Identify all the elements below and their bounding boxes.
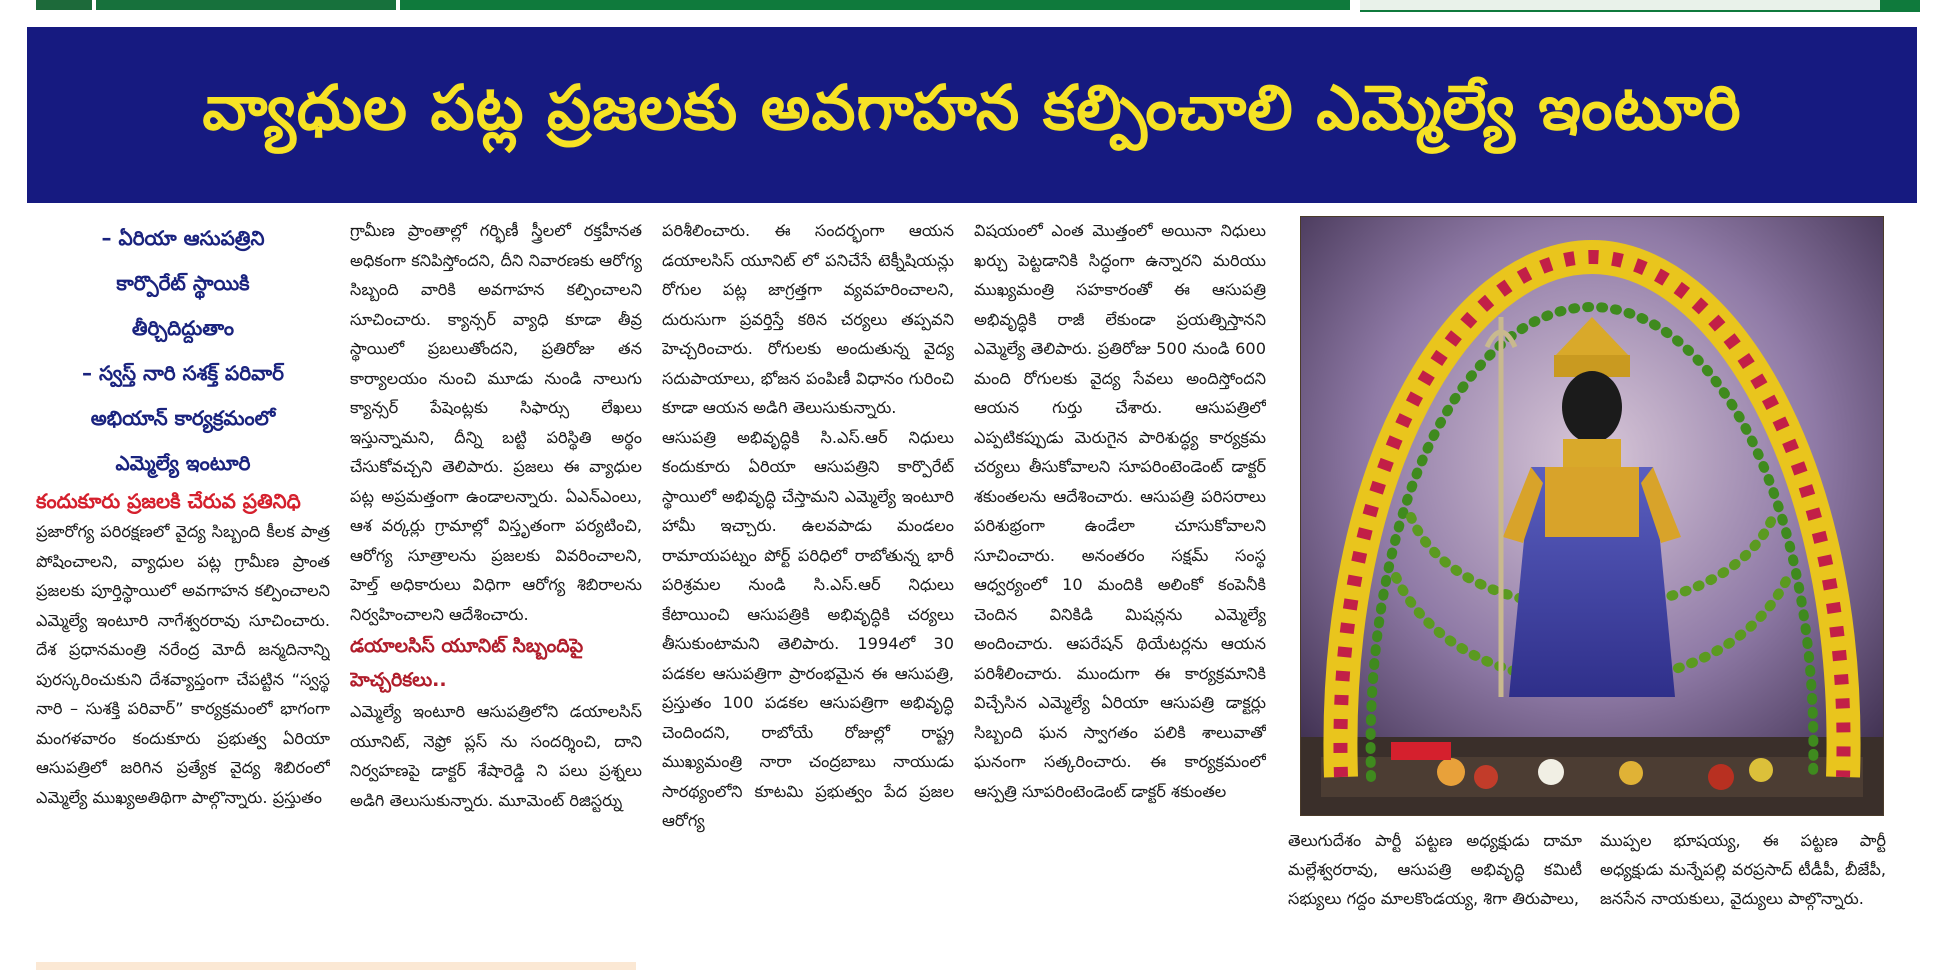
article-paragraph: పరిశీలించారు. ఈ సందర్భంగా ఆయన డయాలసిస్ యూనిట్ లో పనిచేసే టెక్నీషియన్లు రోగుల పట్ల జాగ్రత్తగా వ్యవహరించాలని, దురుసుగా ప్రవర్తిస్తే కఠిన చర్యలు తప్పవని హెచ్చరించారు. రోగులకు అందుతున్న వైద్య సదుపాయాలు, భోజన పంపిణీ విధానం గురించి కూడా ఆయన అడిగి తెలుసుకున్నారు.	[662, 221, 954, 417]
subheading: డయాలసిస్ యూనిట్ సిబ్బందిపై హెచ్చరికలు..	[350, 635, 584, 691]
article-column-2	[350, 216, 642, 956]
article-column-1	[36, 216, 330, 956]
article-paragraph: ఎమ్మెల్యే ఇంటూరి ఆసుపత్రిలోని డయాలసిస్ యూనిట్, నెఫ్రో ప్లస్ ను సందర్శించి, దాని నిర్వహణపై డాక్టర్ శేషారెడ్డి ని పలు ప్రశ్నలు అడిగి తెలుసుకున్నారు. మూమెంట్ రిజిస్టర్ను	[350, 702, 642, 810]
kicker-line: – ఏరియా ఆసుపత్రిని	[101, 226, 265, 250]
article-paragraph: ఆసుపత్రి అభివృద్ధికి సి.ఎస్.ఆర్ నిధులు కందుకూరు ఏరియా ఆసుపత్రిని కార్పొరేట్ స్థాయిలో అభివృద్ధి చేస్తామని ఎమ్మెల్యే ఇంటూరి హామీ ఇచ్చారు. ఉలవపాడు మండలం రామాయపట్నం పోర్ట్ పరిధిలో రాబోతున్న భారీ పరిశ్రమల నుండి సి.ఎస్.ఆర్ నిధులు కేటాయించి ఆసుపత్రికి అభివృద్ధికి చర్యలు తీసుకుంటామని తెలిపారు. 1994లో 30 పడకల ఆసుపత్రిగా ప్రారంభమైన ఈ ఆసుపత్రి, ప్రస్తుతం 100 పడకల ఆసుపత్రిగా అభివృద్ధి చెందిందని, రాబోయే రోజుల్లో రాష్ట్ర ముఖ్యమంత్రి నారా చంద్రబాబు నాయుడు సారథ్యంలోని కూటమి ప్రభుత్వం పేద ప్రజల ఆరోగ్య	[662, 427, 954, 830]
kicker-line: – స్వస్త్ నారి సశక్త్ పరివార్	[82, 361, 284, 385]
kicker-line: తీర్చిదిద్దుతాం	[131, 316, 235, 340]
photo-caption-part-2: ముప్పల భూషయ్య, ఈ పట్టణ పార్టీ అధ్యక్షుడు మన్నేపల్లి వరప్రసాద్ టీడీపీ, బీజేపీ, జనసేన నాయకులు, వైద్యులు పాల్గొన్నారు.	[1600, 831, 1886, 908]
headline: వ్యాధుల పట్ల ప్రజలకు అవగాహన కల్పించాలి ఎమ్మెల్యే ఇంటూరి	[202, 71, 1742, 144]
top-bar-segment	[1880, 0, 1920, 10]
article-photo	[1300, 216, 1884, 816]
deity-photo-illustration	[1301, 217, 1883, 815]
top-bar-segment	[400, 0, 1350, 10]
article-paragraph: గ్రామీణ ప్రాంతాల్లో గర్భిణీ స్త్రీలలో రక్తహీనత అధికంగా కనిపిస్తోందని, దీని నివారణకు ఆరోగ్య సిబ్బంది వారికి అవగాహన కల్పించాలని సూచించారు. క్యాన్సర్ వ్యాధి కూడా తీవ్ర స్థాయిలో ప్రబలుతోందని, ప్రతిరోజు తన కార్యాలయం నుంచి మూడు నుండి నాలుగు క్యాన్సర్ పేషెంట్లకు సిఫార్సు లేఖలు ఇస్తున్నామని, దీన్ని బట్టి పరిస్థితి అర్థం చేసుకోవచ్చని తెలిపారు. ప్రజలు ఈ వ్యాధుల పట్ల అప్రమత్తంగా ఉండాలన్నారు. ఏఎన్ఎంలు, ఆశ వర్కర్లు గ్రామాల్లో విస్తృతంగా పర్యటించి, ఆరోగ్య సూత్రాలను ప్రజలకు వివరించాలని, హెల్త్ అధికారులు విధిగా ఆరోగ్య శిబిరాలను నిర్వహించాలని ఆదేశించారు.	[350, 221, 642, 624]
kicker-line: ఎమ్మెల్యే ఇంటూరి	[115, 451, 251, 475]
dateline: కందుకూరు ప్రజలకి చేరువ ప్రతినిధి	[36, 489, 301, 513]
top-bar-segment	[36, 0, 92, 10]
kicker-line: అభియాన్ కార్యక్రమంలో	[90, 406, 276, 430]
photo-caption-part-1: తెలుగుదేశం పార్టీ పట్టణ అధ్యక్షుడు దామా మల్లేశ్వరరావు, ఆసుపత్రి అభివృద్ధి కమిటీ సభ్యులు గద్దం మాలకొండయ్య, శిగా తిరుపాలు,	[1288, 831, 1582, 908]
article-paragraph: ప్రజారోగ్య పరిరక్షణలో వైద్య సిబ్బంది కీలక పాత్ర పోషించాలని, వ్యాధుల పట్ల గ్రామీణ ప్రాంత ప్రజలకు పూర్తిస్థాయిలో అవగాహన కల్పించాలని ఎమ్మెల్యే ఇంటూరి నాగేశ్వరరావు సూచించారు. దేశ ప్రధానమంత్రి నరేంద్ర మోదీ జన్మదినాన్ని పురస్కరించుకుని దేశవ్యాప్తంగా చేపట్టిన “స్వస్థ నారి – సుశక్తి పరివార్” కార్యక్రమంలో భాగంగా మంగళవారం కందుకూరు ప్రభుత్వ ఏరియా ఆసుపత్రిలో జరిగిన ప్రత్యేక వైద్య శిబిరంలో ఎమ్మెల్యే ముఖ్యఅతిథిగా పాల్గొన్నారు. ప్రస్తుతం	[36, 522, 330, 807]
kicker-line: కార్పొరేట్ స్థాయికి	[116, 271, 250, 295]
article-column-3	[662, 216, 954, 956]
top-color-bar	[0, 0, 1948, 12]
article-paragraph: విషయంలో ఎంత మొత్తంలో అయినా నిధులు ఖర్చు పెట్టడానికి సిద్ధంగా ఉన్నారని మరియు ముఖ్యమంత్రి సహకారంతో ఈ ఆసుపత్రి అభివృద్ధికి రాజీ లేకుండా ప్రయత్నిస్తానని ఎమ్మెల్యే తెలిపారు. ప్రతిరోజు 500 నుండి 600 మంది రోగులకు వైద్య సేవలు అందిస్తోందని ఆయన గుర్తు చేశారు. ఆసుపత్రిలో ఎప్పటికప్పుడు మెరుగైన పారిశుద్ధ్య కార్యక్రమ చర్యలు తీసుకోవాలని సూపరింటెండెంట్ డాక్టర్ శకుంతలను ఆదేశించారు. ఆసుపత్రి పరిసరాలు పరిశుభ్రంగా ఉండేలా చూసుకోవాలని సూచించారు. అనంతరం సక్షమ్ సంస్థ ఆధ్వర్యంలో 10 మందికి అలింకో కంపెనీకి చెందిన వినికిడి మిషన్లను ఎమ్మెల్యే అందించారు. ఆపరేషన్ థియేటర్లను ఆయన పరిశీలించారు. ముందుగా ఈ కార్యక్రమానికి విచ్చేసిన ఎమ్మెల్యే ఏరియా ఆసుపత్రి డాక్టర్లు సిబ్బంది ఘన స్వాగతం పలికి శాలువాతో ఘనంగా సత్కరించారు. ఈ కార్యక్రమంలో ఆస్పత్రి సూపరింటెండెంట్ డాక్టర్ శకుంతల	[974, 221, 1266, 801]
top-bar-segment	[1360, 0, 1920, 12]
headline-band	[27, 27, 1917, 203]
top-bar-segment	[96, 0, 396, 10]
bottom-strip	[36, 962, 636, 970]
article-column-4	[974, 216, 1266, 956]
